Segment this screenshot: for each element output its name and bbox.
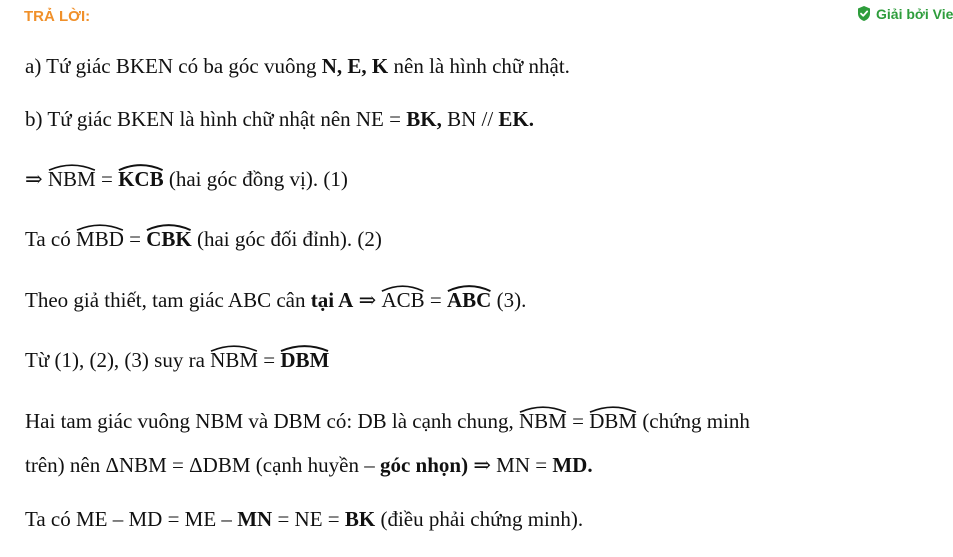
bold-text: EK.: [498, 107, 535, 131]
angle-label: NBM: [47, 167, 96, 191]
angle-equation-3: [25, 283, 526, 314]
text: Hai tam giác vuông NBM và DBM có: DB là cạnh chung,: [25, 409, 519, 433]
text: ⇒ MN =: [468, 453, 553, 477]
text: (chứng minh: [637, 409, 750, 433]
angle-abc: [447, 283, 491, 311]
equals: =: [424, 288, 447, 312]
text: = NE =: [272, 507, 345, 531]
answer-line-a: [25, 52, 570, 80]
angle-nbm: [519, 404, 567, 432]
angle-dbm: [589, 404, 637, 432]
text: (3).: [491, 288, 527, 312]
text: Ta có ME – MD = ME –: [25, 507, 238, 531]
bold-text: MN: [237, 507, 273, 531]
text: Từ (1), (2), (3) suy ra: [25, 348, 211, 372]
angle-nbm: [210, 343, 258, 371]
angle-label: NBM: [519, 409, 567, 433]
triangle-statement: [25, 404, 750, 435]
angle-acb: [381, 283, 424, 311]
angle-label: DBM: [589, 409, 638, 433]
angle-label: DBM: [280, 348, 330, 372]
angle-cbk: [146, 222, 192, 250]
bold-text: BK: [344, 507, 376, 531]
angle-equation-2: [25, 222, 382, 253]
angle-label: KCB: [118, 167, 164, 191]
angle-label: NBM: [210, 348, 259, 372]
angle-nbm: [48, 162, 96, 190]
answer-header-label: TRẢ LỜI:: [24, 8, 91, 25]
solved-by-badge[interactable]: [856, 5, 953, 22]
text: (hai góc đối đỉnh). (2): [191, 227, 382, 251]
equals: =: [123, 227, 147, 251]
bold-text: MD.: [552, 453, 593, 477]
text: a) Tứ giác BKEN có ba góc vuông: [25, 54, 322, 78]
angle-label: CBK: [146, 227, 192, 251]
text: b) Tứ giác BKEN là hình chữ nhật nên NE =: [25, 107, 407, 131]
angle-equation-1: [25, 162, 348, 193]
text: ⇒: [353, 288, 382, 312]
text: ⇒: [25, 167, 48, 191]
angle-dbm: [280, 343, 329, 371]
text: (hai góc đồng vị). (1): [163, 167, 348, 191]
answer-line-b: [25, 105, 534, 133]
text: Theo giả thiết, tam giác ABC cân: [25, 288, 311, 312]
shield-check-icon: [856, 5, 872, 22]
text: BN //: [441, 107, 499, 131]
text: (điều phải chứng minh).: [375, 507, 584, 531]
angle-label: ACB: [381, 288, 425, 312]
text: trên) nên ΔNBM = ΔDBM (cạnh huyền –: [25, 453, 380, 477]
bold-text: góc nhọn): [379, 453, 469, 477]
equals: =: [566, 409, 590, 433]
angle-kcb: [118, 162, 164, 190]
bold-text: tại A: [310, 288, 354, 312]
angle-conclusion: [25, 343, 329, 374]
equals: =: [258, 348, 281, 372]
triangle-conclusion: [25, 451, 593, 479]
angle-label: MBD: [76, 227, 124, 251]
bold-text: BK,: [406, 107, 442, 131]
final-conclusion: [25, 505, 583, 533]
text: Ta có: [25, 227, 77, 251]
angle-label: ABC: [447, 288, 492, 312]
text: nên là hình chữ nhật.: [388, 54, 570, 78]
bold-text: N, E, K: [321, 54, 389, 78]
angle-mbd: [76, 222, 124, 250]
badge-text: Giải bởi Vie: [876, 5, 953, 22]
equals: =: [95, 167, 119, 191]
